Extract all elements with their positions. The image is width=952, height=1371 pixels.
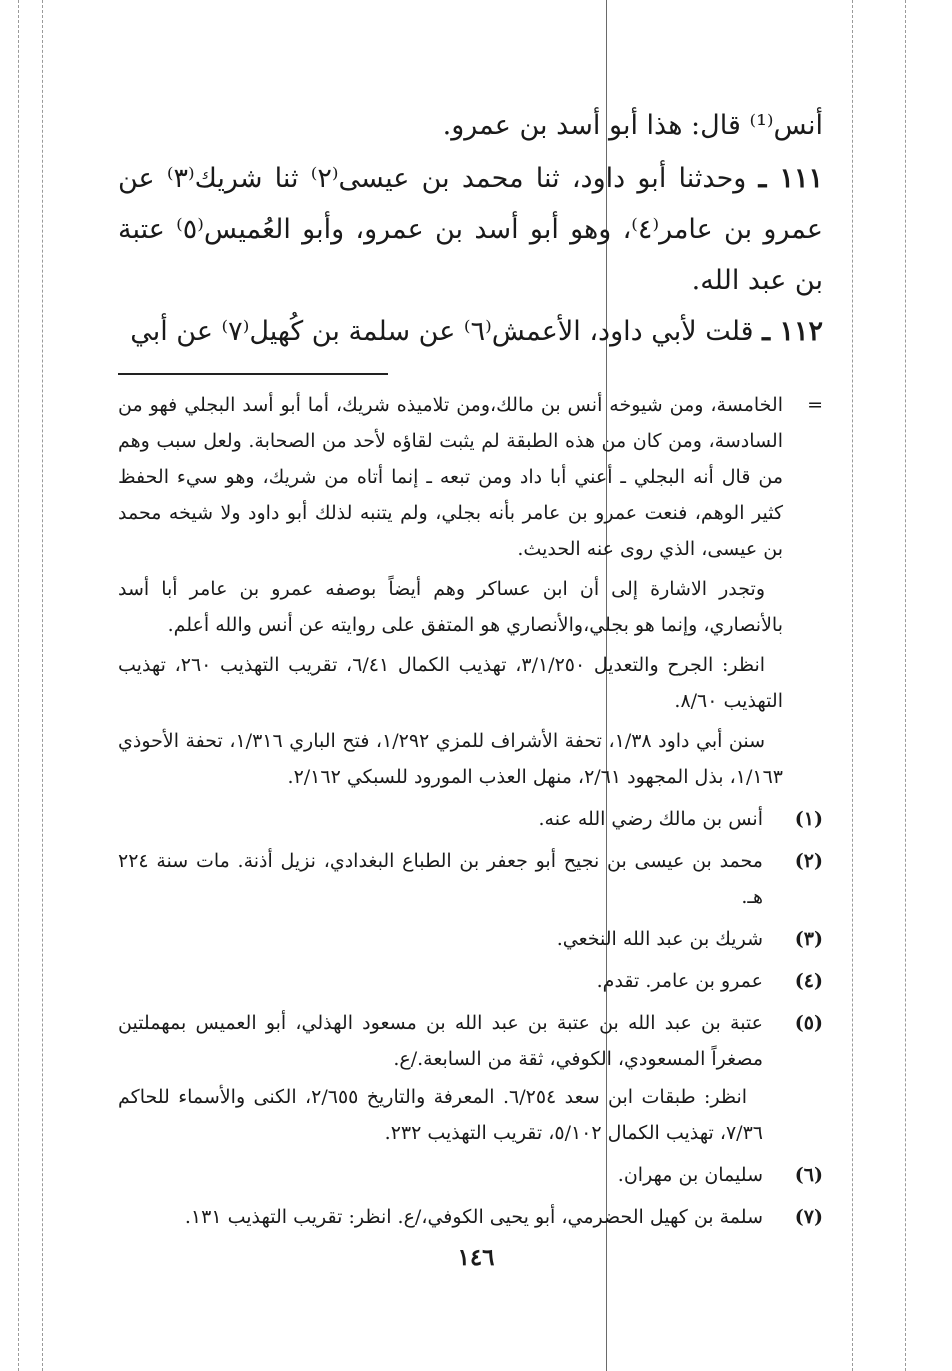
footnote-number: (١) — [794, 808, 823, 830]
footnote-text: عتبة بن عبد الله بن عتبة بن عبد الله بن مسعود الهذلي، أبو العميس بمهملتين مصغراً المسعودي، الكوفي، ثقة من السابعة./ع. — [118, 1012, 763, 1070]
footnotes — [118, 387, 823, 1235]
footnote-text: سليمان بن مهران. — [617, 1164, 763, 1186]
footnote-number: (٣) — [794, 928, 823, 950]
footnote-item — [118, 963, 823, 999]
footnote-number: (٥) — [794, 1012, 823, 1034]
hadith-text: وحدثنا أبو داود، ثنا محمد بن عيسى⁽٢⁾ ثنا شريك⁽٣⁾ عن عمرو بن عامر⁽٤⁾، وهو أبو أسد بن عمرو، وأبو العُميس⁽٥⁾ عتبة بن عبد الله. — [118, 163, 823, 296]
footnote-number: (٦) — [794, 1164, 823, 1186]
footnote-number: (٧) — [794, 1206, 823, 1228]
page-number: ١٤٦ — [457, 1244, 495, 1271]
footnote-references: انظر: الجرح والتعديل ٣/١/٢٥٠، تهذيب الكمال ٦/٤١، تقريب التهذيب ٢٦٠، تهذيب التهذيب ٨/٦٠. — [118, 654, 783, 712]
footnote-paragraph: وتجدر الاشارة إلى أن ابن عساكر وهم أيضاً بوصفه عمرو بن عامر أبا أسد بالأنصاري، وإنما هو بجلي،والأنصاري هو المتفق على روايته عن أنس والله أعلم. — [118, 578, 783, 636]
footnote-text: شريك بن عبد الله النخعي. — [556, 928, 763, 950]
hadith-text: قلت لأبي داود، الأعمش⁽٦⁾ عن سلمة بن كُهيل⁽٧⁾ عن أبي — [130, 316, 754, 347]
document-page — [118, 100, 823, 1235]
hadith-number: ١١٢ ـ — [762, 316, 823, 347]
continuation-mark: = — [807, 394, 823, 416]
hadith-111 — [118, 153, 823, 306]
hadith-number: ١١١ ـ — [758, 163, 823, 194]
hadith-112 — [118, 306, 823, 357]
footnote-text: محمد بن عيسى بن نجيح أبو جعفر بن الطباع البغدادي، نزيل أذنة. مات سنة ٢٢٤ هـ. — [118, 850, 763, 908]
footnote-text: عمرو بن عامر. تقدم. — [596, 970, 763, 992]
margin-guide-line — [42, 0, 43, 1371]
footnote-item — [118, 843, 823, 915]
margin-guide-line — [852, 0, 853, 1371]
footnote-references: انظر: طبقات ابن سعد ٦/٢٥٤. المعرفة والتاريخ ٢/٦٥٥، الكنى والأسماء للحاكم ٧/٣٦، تهذيب الكمال ٥/١٠٢، تقريب التهذيب ٢٣٢. — [118, 1086, 763, 1144]
text-line: أنس⁽¹⁾ قال: هذا أبو أسد بن عمرو. — [442, 110, 823, 141]
footnote-number: (٤) — [794, 970, 823, 992]
footnote-item — [118, 1005, 823, 1151]
footnote-item — [118, 921, 823, 957]
margin-guide-line — [18, 0, 19, 1371]
footnote-text: أنس بن مالك رضي الله عنه. — [538, 808, 763, 830]
footnote-text: سلمة بن كهيل الحضرمي، أبو يحيى الكوفي،/ع. انظر: تقريب التهذيب ١٣١. — [184, 1206, 763, 1228]
main-text — [118, 100, 823, 357]
margin-guide-line — [905, 0, 906, 1371]
footnote-continuation: = الخامسة، ومن شيوخه أنس بن مالك،ومن تلاميذه شريك، أما أبو أسد البجلي فهو من السادسة، ومن كان من هذه الطبقة لم يثبت لقاؤه لأحد من الصحابة. ولعل سبب وهم من قال أنه البجلي ـ أعني أبا داد ومن تبعه ـ إنما أتاه من شريك، وهو سيء الحفظ كثير الوهم، فنعت عمرو بن عامر بأنه بجلي، ولم يتنبه لذلك أبو داود ولا شيخه محمد بن عيسى، الذي روى عنه الحديث. — [118, 387, 823, 567]
footnote-separator — [118, 373, 388, 375]
footnote-number: (٢) — [794, 850, 823, 872]
footnote-item — [118, 801, 823, 837]
footnote-item — [118, 1157, 823, 1193]
footnote-references: سنن أبي داود ١/٣٨، تحفة الأشراف للمزي ١/٢٩٢، فتح الباري ١/٣١٦، تحفة الأحوذي ١/١٦٣، بذل المجهود ٢/٦١، منهل العذب المورود للسبكي ٢/١٦٢. — [118, 730, 783, 788]
footnote-item — [118, 1199, 823, 1235]
